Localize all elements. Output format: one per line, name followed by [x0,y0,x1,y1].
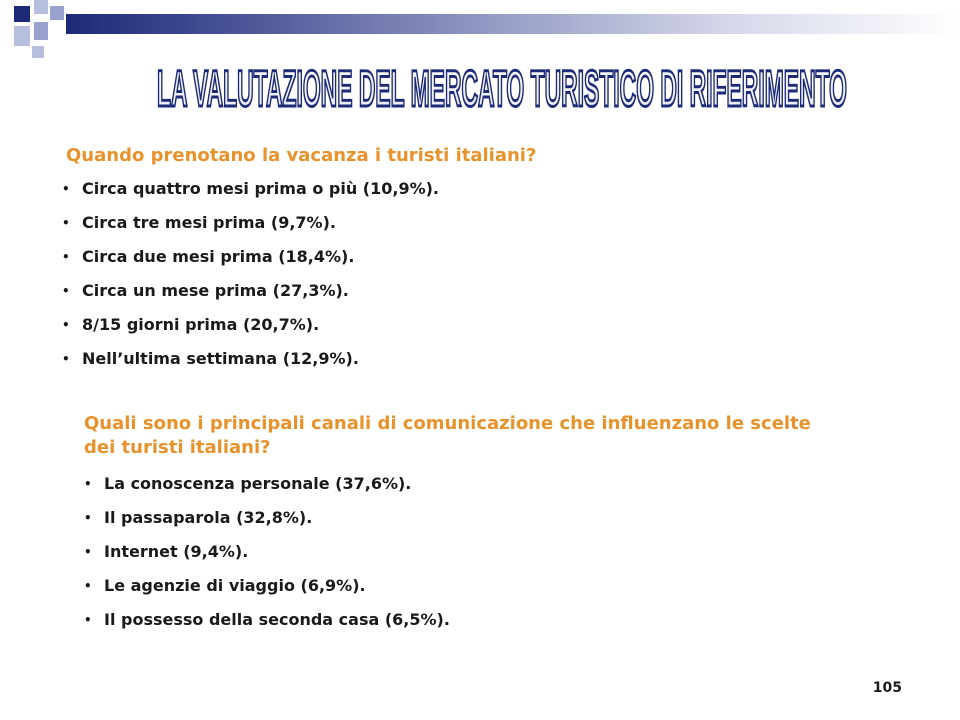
decor-square-lavender-2 [50,6,64,20]
bullet-icon: • [84,545,92,559]
list-item-text: Le agenzie di viaggio (6,9%). [104,576,366,595]
header-gradient-bar [66,14,960,34]
list-item-text: Circa quattro mesi prima o più (10,9%). [82,179,439,198]
bullet-icon: • [84,511,92,525]
bullet-icon: • [62,216,70,230]
list-item-text: Circa un mese prima (27,3%). [82,281,349,300]
bullet-icon: • [62,284,70,298]
page-number: 105 [872,680,902,696]
section2-heading-line1: Quali sono i principali canali di comunicazione che influenzano le scelte [84,413,811,434]
list-item-text: Internet (9,4%). [104,542,249,561]
bullet-icon: • [62,352,70,366]
list-item-text: Circa tre mesi prima (9,7%). [82,213,336,232]
slide-title [0,44,960,134]
list-item-text: 8/15 giorni prima (20,7%). [82,315,320,334]
decor-square-lavender-4 [34,22,48,40]
decor-square-lavender-3 [14,26,30,46]
section2-heading-line2: dei turisti italiani? [84,437,271,458]
decor-square-navy-1 [14,6,30,22]
bullet-icon: • [62,250,70,264]
list-item-text: Il passaparola (32,8%). [104,508,313,527]
bullet-icon: • [84,579,92,593]
list-item-text: Nell’ultima settimana (12,9%). [82,349,359,368]
bullet-icon: • [62,318,70,332]
section1-heading: Quando prenotano la vacanza i turisti italiani? [66,145,537,166]
list-item-text: Circa due mesi prima (18,4%). [82,247,355,266]
decor-square-lavender-1 [34,0,48,14]
bullet-icon: • [84,613,92,627]
list-item-text: La conoscenza personale (37,6%). [104,474,412,493]
bullet-icon: • [84,477,92,491]
bullet-icon: • [62,182,70,196]
list-item-text: Il possesso della seconda casa (6,5%). [104,610,450,629]
slide-title-text: LA VALUTAZIONE DEL MERCATO TURISTICO DI RIFERIMENTO [156,59,847,118]
